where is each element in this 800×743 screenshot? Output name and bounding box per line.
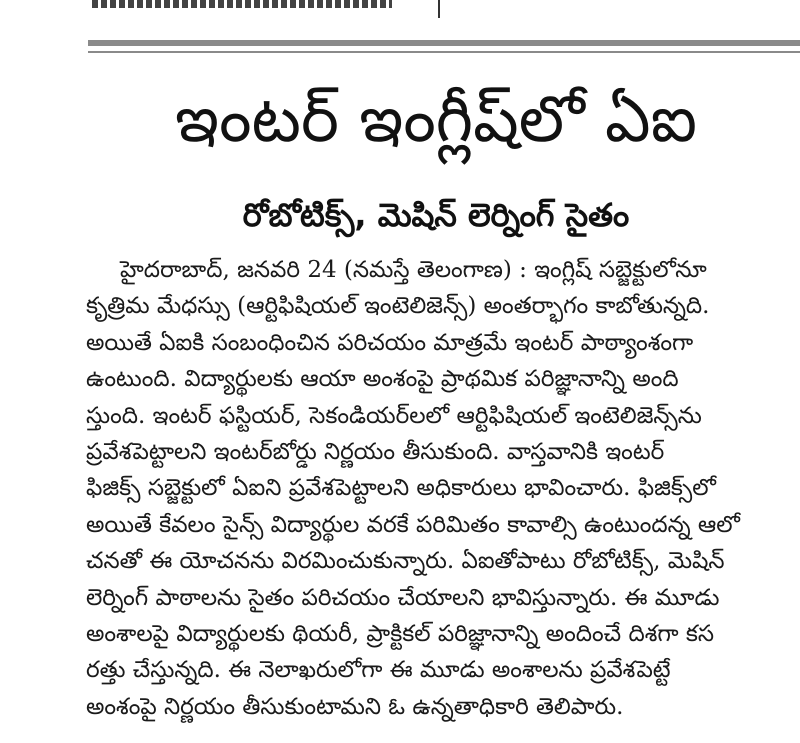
body-line: అయితే ఏఐకి సంబంధించిన పరిచయం మాత్రమే ఇంటర్ పాఠ్యాంశంగా — [86, 329, 694, 356]
body-line: ఫిజిక్స్ సబ్జెక్టులో ఏఐని ప్రవేశపెట్టాలని అధికారులు భావించారు. ఫిజిక్స్‌లో — [86, 475, 716, 502]
body-line: అంశంపై నిర్ణయం తీసుకుంటామని ఓ ఉన్నతాధికారి తెలిపారు. — [86, 693, 624, 720]
body-line: అయితే కేవలం సైన్స్ విద్యార్థుల వరకే పరిమితం కావాల్సి ఉంటుందన్న ఆలో — [86, 511, 740, 538]
body-line: రత్తు చేస్తున్నది. ఈ నెలాఖరులోగా ఈ మూడు అంశాలను ప్రవేశపెట్టే — [86, 657, 671, 684]
column-divider — [438, 0, 440, 18]
article-body — [86, 252, 776, 725]
body-line: లెర్నింగ్ పాఠాలను సైతం పరిచయం చేయాలని భావిస్తున్నారు. ఈ మూడు — [86, 584, 720, 611]
body-line: స్తుంది. ఇంటర్ ఫస్టియర్, సెకండియర్‌లలో ఆర్టిఫిషియల్ ఇంటెలిజెన్స్‌ను — [86, 402, 702, 429]
body-line: అంశాలపై విద్యార్థులకు థియరీ, ప్రాక్టికల్ పరిజ్ఞానాన్ని అందించే దిశగా కస — [86, 620, 714, 647]
header-rule-thin — [88, 51, 800, 53]
body-line: చనతో ఈ యోచనను విరమించుకున్నారు. ఏఐతోపాటు రోబోటిక్స్, మెషిన్ — [86, 548, 725, 575]
header-rule-thick — [88, 40, 800, 46]
cropped-text-fragment — [92, 0, 392, 8]
body-line: ప్రవేశపెట్టాలని ఇంటర్‌బోర్డు నిర్ణయం తీసుకుంది. వాస్తవానికి ఇంటర్ — [86, 438, 665, 465]
body-line: కృత్రిమ మేధస్సు (ఆర్టిఫిషియల్ ఇంటెలిజెన్స్) అంతర్భాగం కాబోతున్నది. — [86, 293, 710, 320]
body-line: హైదరాబాద్, జనవరి 24 (నమస్తే తెలంగాణ) : ఇంగ్లిష్ సబ్జెక్టులోనూ — [120, 257, 707, 283]
headline: ఇంటర్ ఇంగ్లీష్‌లో ఏఐ — [175, 83, 697, 157]
body-line: ఉంటుంది. విద్యార్థులకు ఆయా అంశంపై ప్రాథమిక పరిజ్ఞానాన్ని అంది — [86, 366, 679, 393]
subheadline: రోబోటిక్స్, మెషిన్ లెర్నింగ్ సైతం — [242, 196, 630, 234]
